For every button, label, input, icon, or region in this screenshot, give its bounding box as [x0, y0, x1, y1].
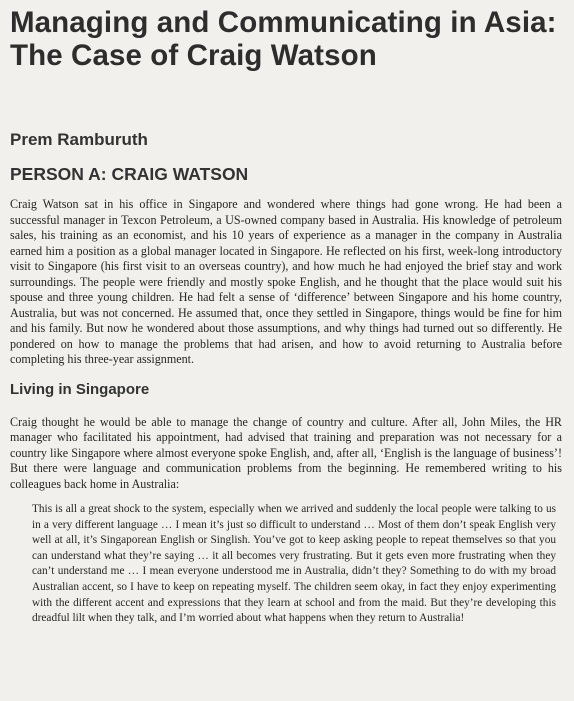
- block-quote: This is all a great shock to the system, especially when we arrived and suddenly the local people were talking to us in a very different language … I mean it’s just so difficult to understand … Most of them don’t speak English very well at all, it’s Singaporean English or Singlish. You’ve got to keep asking people to repeat themselves so that you can understand what they’re saying … it all becomes very frustrating. But it gets even more frustrating when they can’t understand me … I mean everyone understood me in Australia, didn’t they? Something to do with my broad Australian accent, so I have to keep on repeating myself. The children seem okay, in fact they enjoy experimenting with the different accent and expressions that they learn at school and from the maid. But they’re developing this dreadful lilt when they talk, and I’m worried about what happens when they return to Australia!: [32, 503, 556, 625]
- section-heading: Living in Singapore: [10, 380, 150, 398]
- body-paragraph-2: Craig thought he would be able to manage the change of country and culture. After all, John Miles, the HR manager who facilitated his appointment, had advised that training and preparation was not necessary for a country like Singapore where almost everyone spoke English, and, after all, ‘English is the language of business’! But there were language and communication problems from the beginning. He remembered writing to his colleagues back home in Australia:: [10, 414, 562, 491]
- document-page: [10, 6, 562, 627]
- person-heading: PERSON A: CRAIG WATSON: [10, 164, 249, 184]
- author-name: Prem Ramburuth: [10, 130, 148, 149]
- body-paragraph-1: Craig Watson sat in his office in Singapore and wondered where things had gone wrong. He had been a successful manager in Texcon Petroleum, a US-owned company based in Australia. His knowledge of petroleum sales, his training as an economist, and his 10 years of experience as a manager in the company in Australia earned him a position as a global manager located in Singapore. He reflected on his first, week-long introductory visit to Singapore (his first visit to an overseas country), and how much he had enjoyed the brief stay and work surroundings. The people were friendly and mostly spoke English, and he thought that the place would suit his spouse and three young children. He had felt a sense of ‘difference’ between Singapore and his home country, Australia, but was not concerned. He assumed that, once they settled in Singapore, things would be fine for him and his family. But now he wondered about those assumptions, and why things had turned out so differently. He pondered on how to manage the problems that had arisen, and how to avoid returning to Australia before completing his three-year assignment.: [10, 197, 562, 366]
- document-title: Managing and Communicating in Asia: The Case of Craig Watson: [10, 6, 557, 72]
